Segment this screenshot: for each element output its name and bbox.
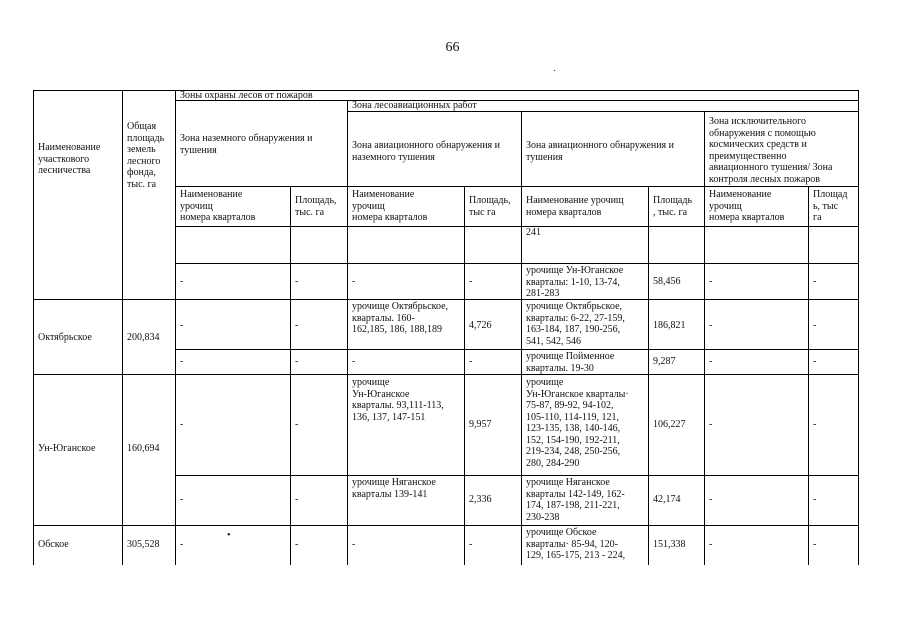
cell-space-area: -	[813, 356, 817, 367]
cell-area-name: Обское	[38, 539, 69, 550]
header-space-zone: Зона исключительного обнаружения с помощью космических средств и преимущественно авиационного тушения/ Зона контроля лесных пожаров	[709, 116, 833, 185]
cell-ground-name: -	[180, 356, 184, 367]
cell-aviation-ground-name: -	[352, 276, 356, 287]
cell-ground-area: -	[295, 320, 299, 331]
cell-ground-name: -	[180, 539, 184, 550]
cell-aviation-name: урочище Ун-Юганское кварталы· 75-87, 89-92, 94-102, 105-110, 114-119, 121, 123-135, 138, 140-146, 152, 154-190, 192-211, 219-234, 248, 250-256, 280, 284-290	[526, 377, 629, 469]
cell-aviation-ground-name: урочище Октябрьское, кварталы. 160- 162,185, 186, 188,189	[352, 301, 449, 335]
header-aviation-works-zone: Зона лесоавиационных работ	[352, 100, 477, 111]
cell-space-name: -	[709, 276, 713, 287]
cell-space-name: -	[709, 494, 713, 505]
cell-aviation-ground-name: урочище Ун-Юганское кварталы. 93,111-113, 136, 137, 147-151	[352, 377, 444, 423]
cell-space-name: -	[709, 539, 713, 550]
cell-ground-area: -	[295, 494, 299, 505]
cell-total-area: 160,694	[127, 443, 160, 454]
subheader-name: Наименование урочищ номера кварталов	[352, 189, 428, 223]
cell-ground-area: -	[295, 356, 299, 367]
subheader-name: Наименование урочищ номера кварталов	[180, 189, 256, 223]
header-aviation-zone: Зона авиационного обнаружения и тушения	[526, 140, 674, 163]
stray-mark: ˙	[553, 69, 557, 80]
cell-space-name: -	[709, 320, 713, 331]
cell-aviation-name: урочище Обское кварталы· 85-94, 120- 129, 165-175, 213 - 224,	[526, 527, 626, 561]
cell-aviation-ground-area: -	[469, 276, 473, 287]
subheader-area: Площадь, тыс. га	[295, 195, 337, 218]
cell-aviation-ground-area: -	[469, 539, 473, 550]
cell-space-name: -	[709, 356, 713, 367]
cell-aviation-area: 151,338	[653, 539, 686, 550]
subheader-area: Площадь , тыс. га	[653, 195, 692, 218]
cell-aviation-ground-area: 2,336	[469, 494, 492, 505]
cell-aviation-ground-area: 9,957	[469, 419, 492, 430]
cell-area-name: Ун-Юганское	[38, 443, 96, 454]
subheader-name: Наименование урочищ номера кварталов	[709, 189, 785, 223]
subheader-area: Площадь, тыс га	[469, 195, 511, 218]
header-ground-zone: Зона наземного обнаружения и тушения	[180, 133, 313, 156]
cell-ground-area: -	[295, 539, 299, 550]
cell-space-area: -	[813, 494, 817, 505]
cell-ground-name: -	[180, 276, 184, 287]
header-area-name: Наименование участкового лесничества	[38, 142, 101, 176]
cell-aviation-name: урочище Пойменное кварталы. 19-30	[526, 351, 615, 374]
header-total-area: Общая площадь земель лесного фонда, тыс. га	[127, 121, 165, 190]
cell-aviation-area: 186,821	[653, 320, 686, 331]
cell-aviation-ground-name: урочище Няганское кварталы 139-141	[352, 477, 436, 500]
cell-space-area: -	[813, 276, 817, 287]
header-aviation-ground-zone: Зона авиационного обнаружения и наземного тушения	[352, 140, 500, 163]
cell-space-name: -	[709, 419, 713, 430]
cell-ground-name: -	[180, 494, 184, 505]
cell-aviation-ground-area: 4,726	[469, 320, 492, 331]
cell-total-area: 305,528	[127, 539, 160, 550]
cell-ground-area: -	[295, 419, 299, 430]
cell-aviation-name: урочище Октябрьское, кварталы: 6-22, 27-159, 163-184, 187, 190-256, 541, 542, 546	[526, 301, 625, 347]
stray-mark: •	[227, 530, 231, 541]
subheader-area: Площад ь, тыс га	[813, 189, 848, 223]
header-fire-protection-zones: Зоны охраны лесов от пожаров	[180, 90, 313, 101]
page-number: 66	[445, 40, 460, 55]
cell-space-area: -	[813, 539, 817, 550]
cell-total-area: 200,834	[127, 332, 160, 343]
cell-ground-name: -	[180, 419, 184, 430]
cell-aviation-area: 58,456	[653, 276, 681, 287]
cell-space-area: -	[813, 419, 817, 430]
cell-space-area: -	[813, 320, 817, 331]
cell-aviation-name: урочище Няганское кварталы 142-149, 162- 174, 187-198, 211-221, 230-238	[526, 477, 625, 523]
cell-aviation-ground-name: -	[352, 356, 356, 367]
cell-aviation-area: 106,227	[653, 419, 686, 430]
cell-ground-area: -	[295, 276, 299, 287]
subheader-name: Наименование урочищ номера кварталов	[526, 195, 624, 218]
cell-aviation-name: урочище Ун-Юганское кварталы: 1-10, 13-74, 281-283	[526, 265, 624, 299]
cell-aviation-area: 42,174	[653, 494, 681, 505]
cell-aviation-area: 9,287	[653, 356, 676, 367]
cell-aviation-ground-name: -	[352, 539, 356, 550]
cell-ground-name: -	[180, 320, 184, 331]
cell-aviation-ground-area: -	[469, 356, 473, 367]
cell-aviation-name: 241	[526, 227, 541, 238]
cell-area-name: Октябрьское	[38, 332, 92, 343]
